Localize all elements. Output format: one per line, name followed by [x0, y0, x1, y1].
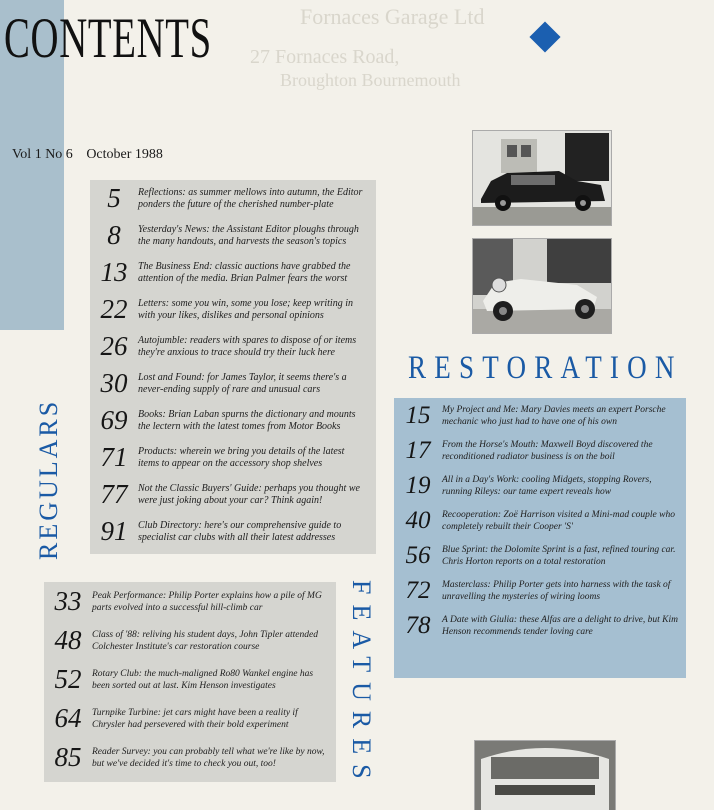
- racing-car-illustration: [473, 239, 611, 333]
- show-through-line-3: Broughton Bournemouth: [280, 70, 461, 90]
- page-number: 8: [107, 220, 121, 250]
- contents-entry[interactable]: [394, 573, 686, 608]
- page-number: 77: [100, 479, 128, 509]
- entry-description: Rotary Club: the much-maligned Ro80 Wankel engine has been sorted out at last. Kim Henson investigates: [92, 668, 314, 691]
- contents-entry[interactable]: [90, 476, 376, 513]
- entry-description: Autojumble: readers with spares to dispose of or items they're anxious to trace should try their luck here: [138, 334, 357, 358]
- contents-entry[interactable]: [394, 538, 686, 573]
- contents-entry[interactable]: [44, 621, 336, 660]
- page-number: 33: [54, 586, 82, 616]
- entry-description: Lost and Found: for James Taylor, it seems there's a never-ending supply of rare and unusual cars: [138, 371, 347, 395]
- page-number: 72: [405, 577, 431, 604]
- page-number: 48: [54, 625, 82, 655]
- contents-entry[interactable]: [90, 254, 376, 291]
- page-title: CONTENTS: [4, 7, 212, 70]
- page-number: 78: [405, 612, 431, 639]
- page-number: 22: [100, 294, 128, 324]
- entry-description: Books: Brian Laban spurns the dictionary and mounts the lectern with the latest tomes from Motor Books: [138, 408, 356, 432]
- page-number: 85: [54, 742, 82, 772]
- regulars-section-label: REGULARS: [34, 398, 63, 560]
- page-number: 52: [54, 664, 82, 694]
- contents-entry[interactable]: [394, 398, 686, 433]
- entry-description: My Project and Me: Mary Davies meets an expert Porsche mechanic who just had to have one of his own: [442, 404, 666, 427]
- issue-date: October 1988: [86, 147, 163, 162]
- contents-entry[interactable]: [90, 180, 376, 217]
- issue-volume: Vol 1 No 6: [12, 147, 73, 162]
- contents-entry[interactable]: [90, 513, 376, 550]
- page-number: 19: [405, 472, 431, 499]
- entry-description: From the Horse's Mouth: Maxwell Boyd discovered the reconditioned radiator business is on the boil: [442, 439, 653, 462]
- page-number: 15: [405, 402, 431, 429]
- page-number: 91: [100, 516, 128, 546]
- photo-dolomite-front: [474, 740, 616, 810]
- entry-description: Products: wherein we bring you details of the latest items to appear on the accessory shop shelves: [138, 445, 345, 469]
- contents-entry[interactable]: [44, 582, 336, 621]
- features-section-label: FEATURES: [347, 580, 376, 789]
- show-through-line-2: 27 Fornaces Road,: [250, 46, 400, 68]
- entry-description: Not the Classic Buyers' Guide: perhaps you thought we were just joking about your car? Think again!: [138, 482, 360, 506]
- issue-info: [12, 147, 163, 163]
- entry-description: Class of '88: reliving his student days, John Tipler attended Colchester Institute's car restoration course: [92, 629, 318, 652]
- page-number: 71: [100, 442, 128, 472]
- contents-entry[interactable]: [90, 291, 376, 328]
- entry-description: Recooperation: Zoë Harrison visited a Mini-mad couple who completely rebuilt their Cooper 'S': [442, 509, 675, 532]
- contents-entry[interactable]: [90, 217, 376, 254]
- photo-hill-climb-car: [472, 238, 612, 334]
- restoration-section-label: RESTORATION: [408, 350, 683, 386]
- page-number: 64: [54, 703, 82, 733]
- contents-entry[interactable]: [394, 468, 686, 503]
- entry-description: All in a Day's Work: cooling Midgets, stopping Rovers, running Rileys: our tame expert reveals how: [442, 474, 652, 497]
- page-number: 40: [405, 507, 431, 534]
- entry-description: The Business End: classic auctions have grabbed the attention of the media. Brian Palmer fears the worst: [138, 260, 351, 284]
- entry-description: Yesterday's News: the Assistant Editor ploughs through the many handouts, and harvests the season's topics: [138, 223, 359, 247]
- page-number: 13: [100, 257, 128, 287]
- contents-entry[interactable]: [394, 503, 686, 538]
- entry-description: Club Directory: here's our comprehensive guide to specialist car clubs with all their latest addresses: [138, 519, 342, 543]
- restoration-panel: [394, 398, 686, 678]
- contents-entry[interactable]: [394, 608, 686, 643]
- show-through-line-1: Fornaces Garage Ltd: [300, 4, 485, 29]
- page-number: 30: [100, 368, 128, 398]
- entry-description: Letters: some you win, some you lose; keep writing in with your likes, dislikes and personal opinions: [138, 297, 353, 321]
- contents-entry[interactable]: [44, 699, 336, 738]
- contents-entry[interactable]: [90, 365, 376, 402]
- entry-description: Masterclass: Philip Porter gets into harness with the task of unravelling the mysteries of wiring looms: [442, 579, 671, 602]
- entry-description: Reflections: as summer mellows into autumn, the Editor ponders the future of the cherished number-plate: [138, 186, 363, 210]
- contents-entry[interactable]: [44, 660, 336, 699]
- regulars-panel: [90, 180, 376, 554]
- photo-classic-saloon: [472, 130, 612, 226]
- page-number: 56: [405, 542, 431, 569]
- page-number: 17: [405, 437, 431, 464]
- entry-description: Peak Performance: Philip Porter explains how a pile of MG parts evolved into a successful hill-climb car: [92, 590, 322, 613]
- contents-entry[interactable]: [90, 402, 376, 439]
- contents-entry[interactable]: [44, 738, 336, 777]
- contents-entry[interactable]: [90, 439, 376, 476]
- saloon-car-illustration: [473, 131, 611, 225]
- page-number: 5: [107, 183, 121, 213]
- entry-description: Blue Sprint: the Dolomite Sprint is a fast, refined touring car. Chris Horton reports on a total restoration: [442, 544, 676, 567]
- entry-description: Turnpike Turbine: jet cars might have been a reality if Chrysler had persevered with their bold experiment: [92, 707, 298, 730]
- page-number: 69: [100, 405, 128, 435]
- diamond-icon: [529, 21, 560, 52]
- page-number: 26: [100, 331, 128, 361]
- entry-description: Reader Survey: you can probably tell what we're like by now, but we've decided it's time to check you out, too!: [92, 746, 325, 769]
- car-front-illustration: [475, 741, 615, 810]
- entry-description: A Date with Giulia: these Alfas are a delight to drive, but Kim Henson recommends tender loving care: [442, 614, 678, 637]
- contents-entry[interactable]: [90, 328, 376, 365]
- contents-entry[interactable]: [394, 433, 686, 468]
- features-panel: [44, 582, 336, 782]
